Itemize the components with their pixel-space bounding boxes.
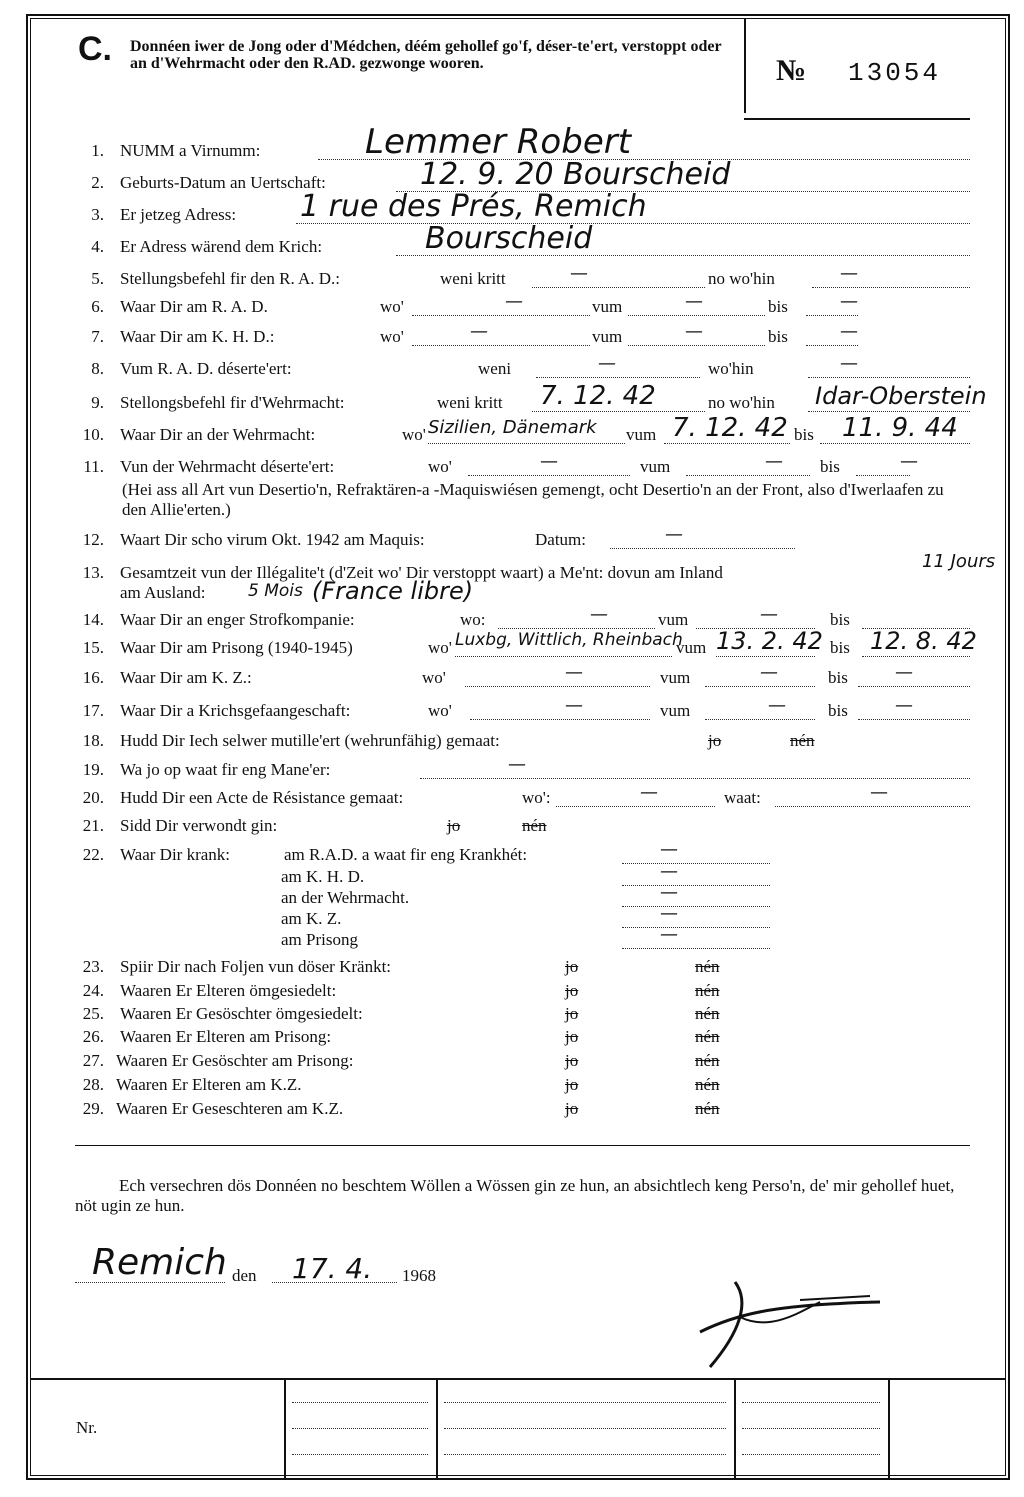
yes-option: jo <box>565 1099 579 1118</box>
row-label: Er jetzeg Adress: <box>120 205 237 224</box>
blank-dash: — <box>540 451 558 472</box>
number-symbol: № <box>776 54 807 87</box>
fill-line <box>705 719 815 720</box>
row-number: 2. <box>91 173 104 192</box>
fill-line <box>705 686 815 687</box>
office-dots <box>444 1428 726 1429</box>
blank-dash: — <box>760 604 778 625</box>
blank-dash: — <box>895 695 913 716</box>
office-dots <box>292 1454 428 1455</box>
field-label: wo'hin <box>708 359 754 378</box>
fill-line <box>455 656 672 657</box>
fill-line <box>686 475 810 476</box>
office-dots <box>292 1428 428 1429</box>
blank-dash: — <box>470 321 488 342</box>
handwritten-value: 1 rue des Prés, Remich <box>300 188 647 224</box>
row-number: 1. <box>91 141 104 160</box>
row-label: Waaren Er Elteren am K.Z. <box>116 1075 302 1094</box>
yes-option: jo <box>565 1027 579 1046</box>
blank-dash: — <box>660 903 678 924</box>
yes-option: jo <box>565 957 579 976</box>
fill-line <box>628 345 765 346</box>
fill-line <box>428 443 625 444</box>
fill-line <box>862 656 970 657</box>
row-label: Hudd Dir Iech selwer mutille'ert (wehrunfähig) gemaat: <box>120 731 500 750</box>
fill-line <box>622 885 770 886</box>
handwritten-value: 13. 2. 42 <box>716 627 823 656</box>
fill-line <box>556 806 715 807</box>
field-label: wo: <box>460 610 486 629</box>
signature-place: Remich <box>92 1242 227 1283</box>
row-label: Stellungsbefehl fir den R. A. D.: <box>120 269 341 288</box>
blank-dash: — <box>895 662 913 683</box>
fill-line <box>858 686 970 687</box>
row-number: 13. <box>82 563 104 582</box>
handwritten-value: Sizilien, Dänemark <box>428 416 597 438</box>
fill-line <box>622 948 770 949</box>
fill-line <box>858 719 970 720</box>
blank-dash: — <box>685 291 703 312</box>
yes-option: jo <box>565 981 579 1000</box>
no-option: nén <box>695 1051 720 1070</box>
fill-line <box>465 686 650 687</box>
handwritten-value: 7. 12. 42 <box>540 381 656 412</box>
yes-option: jo <box>565 1004 579 1023</box>
row-label: Waar Dir krank: <box>120 845 231 864</box>
handwritten-value: 11. 9. 44 <box>842 413 958 444</box>
row-number: 25. <box>82 1004 104 1023</box>
field-label: wo' <box>402 425 426 444</box>
row-label: Waar Dir am K. H. D.: <box>120 327 275 346</box>
row-sub-label: am K. H. D. <box>281 867 365 886</box>
office-cell-divider <box>888 1380 890 1478</box>
office-dots <box>444 1454 726 1455</box>
field-label: bis <box>768 327 788 346</box>
fill-line <box>468 475 630 476</box>
handwritten-value: Idar-Oberstein <box>815 382 987 411</box>
handwritten-value: 7. 12. 42 <box>672 413 788 444</box>
office-dots <box>742 1454 880 1455</box>
row-label: Waar Dir an enger Strofkompanie: <box>120 610 355 629</box>
row-label: Geburts-Datum an Uertschaft: <box>120 173 326 192</box>
year-label: 1968 <box>402 1266 436 1285</box>
row-label: Waar Dir an der Wehrmacht: <box>120 425 316 444</box>
handwritten-value: Bourscheid <box>425 220 593 256</box>
handwritten-value: Luxbg, Wittlich, Rheinbach <box>455 630 683 651</box>
yes-option: jo <box>565 1075 579 1094</box>
form-number: 13054 <box>848 58 942 88</box>
field-label: vum <box>640 457 671 476</box>
row-label: Wa jo op waat fir eng Mane'er: <box>120 760 331 779</box>
yes-option: jo <box>447 816 461 835</box>
blank-dash: — <box>660 839 678 860</box>
no-option: nén <box>695 981 720 1000</box>
handwritten-value: 12. 9. 20 Bourscheid <box>420 156 731 192</box>
row-number: 3. <box>91 205 104 224</box>
row-number: 18. <box>82 731 104 750</box>
row-label: Vum R. A. D. déserte'ert: <box>120 359 292 378</box>
blank-dash: — <box>660 924 678 945</box>
blank-dash: — <box>565 695 583 716</box>
separator-line <box>75 1145 970 1146</box>
field-label: vum <box>676 638 707 657</box>
row-number: 7. <box>91 327 104 346</box>
field-label: bis <box>830 610 850 629</box>
field-label: vum <box>592 327 623 346</box>
fill-line <box>806 345 858 346</box>
nr-label: Nr. <box>76 1418 98 1437</box>
row-number: 12. <box>82 530 104 549</box>
row-number: 10. <box>82 425 104 444</box>
row-label: Vun der Wehrmacht déserte'ert: <box>120 457 335 476</box>
signature <box>680 1272 890 1372</box>
field-label: wo': <box>522 788 551 807</box>
blank-dash: — <box>765 451 783 472</box>
fill-line <box>808 411 970 412</box>
blank-dash: — <box>598 353 616 374</box>
field-label: bis <box>828 701 848 720</box>
blank-dash: — <box>900 451 918 472</box>
no-option: nén <box>695 957 720 976</box>
field-label: bis <box>768 297 788 316</box>
fill-line <box>806 315 858 316</box>
row-label: Gesamtzeit vun der Illégalite't (d'Zeit wo' Dir verstoppt waart) a Me'nt: dovun am Inland <box>120 563 723 582</box>
row-label: Waaren Er Elteren am Prisong: <box>120 1027 332 1046</box>
blank-dash: — <box>505 291 523 312</box>
row-sub-label: an der Wehrmacht. <box>281 888 410 907</box>
field-label: Datum: <box>535 530 586 549</box>
field-label: vum <box>660 668 691 687</box>
blank-dash: — <box>840 353 858 374</box>
row-label: Waar Dir a Krichsgefaangeschaft: <box>120 701 351 720</box>
fill-line <box>628 315 765 316</box>
fill-line <box>812 287 970 288</box>
office-dots <box>742 1428 880 1429</box>
handwritten-value: 5 Mois <box>248 581 303 601</box>
row-number: 8. <box>91 359 104 378</box>
blank-dash: — <box>660 882 678 903</box>
office-dots <box>742 1402 880 1403</box>
row-number: 6. <box>91 297 104 316</box>
field-label: weni kritt <box>437 393 503 412</box>
row-label: Waaren Er Gesöschter ömgesiedelt: <box>120 1004 363 1023</box>
row-label: Hudd Dir een Acte de Résistance gemaat: <box>120 788 404 807</box>
row-label: Waart Dir scho virum Okt. 1942 am Maquis: <box>120 530 425 549</box>
row-label: Er Adress wärend dem Krich: <box>120 237 323 256</box>
row-number: 16. <box>82 668 104 687</box>
field-label: no wo'hin <box>708 269 775 288</box>
row-number: 5. <box>91 269 104 288</box>
field-label: weni <box>478 359 512 378</box>
blank-dash: — <box>508 754 526 775</box>
signature-date: 17. 4. <box>292 1252 373 1285</box>
row-number: 26. <box>82 1027 104 1046</box>
no-option: nén <box>695 1075 720 1094</box>
row-number: 9. <box>91 393 104 412</box>
fill-line <box>536 377 700 378</box>
office-cell-divider <box>734 1380 736 1478</box>
blank-dash: — <box>665 524 683 545</box>
fill-line <box>610 548 795 549</box>
fill-line <box>412 345 590 346</box>
den-label: den <box>232 1266 257 1285</box>
office-dots <box>444 1402 726 1403</box>
field-label: weni kritt <box>440 269 506 288</box>
blank-dash: — <box>760 662 778 683</box>
field-label: waat: <box>724 788 761 807</box>
blank-dash: — <box>685 321 703 342</box>
row-label: Stellongsbefehl fir d'Wehrmacht: <box>120 393 345 412</box>
row-number: 11. <box>83 457 104 476</box>
no-option: nén <box>522 816 547 835</box>
office-cell-divider <box>436 1380 438 1478</box>
row-number: 22. <box>82 845 104 864</box>
row-label: NUMM a Virnumm: <box>120 141 261 160</box>
blank-dash: — <box>640 782 658 803</box>
field-label: wo' <box>428 457 452 476</box>
fill-line <box>775 806 970 807</box>
field-label: vum <box>592 297 623 316</box>
fill-line <box>470 719 650 720</box>
row-number: 17. <box>82 701 104 720</box>
field-label: bis <box>828 668 848 687</box>
fill-line <box>856 475 910 476</box>
row-number: 24. <box>82 981 104 1000</box>
blank-dash: — <box>840 291 858 312</box>
form-title: Donnéen iwer de Jong oder d'Médchen, déém gehollef go'f, déser-te'ert, verstoppt oder an d'Wehrmacht oder den R.AD. gezwonge wooren. <box>130 38 722 72</box>
fill-line <box>420 778 970 779</box>
row-number: 15. <box>82 638 104 657</box>
header-divider <box>744 18 746 113</box>
fill-line <box>622 906 770 907</box>
row-number: 23. <box>82 957 104 976</box>
row-number: 20. <box>82 788 104 807</box>
handwritten-value: Lemmer Robert <box>365 122 632 163</box>
row-number: 14. <box>82 610 104 629</box>
row-label: Waar Dir am R. A. D. <box>120 297 268 316</box>
row-number: 4. <box>91 237 104 256</box>
blank-dash: — <box>660 861 678 882</box>
row-label: Waaren Er Elteren ömgesiedelt: <box>120 981 337 1000</box>
no-option: nén <box>695 1027 720 1046</box>
fill-line <box>622 863 770 864</box>
field-label: wo' <box>422 668 446 687</box>
field-label: wo' <box>380 297 404 316</box>
field-label: bis <box>794 425 814 444</box>
fill-line <box>716 656 815 657</box>
handwritten-value: 12. 8. 42 <box>870 627 977 656</box>
header-rule <box>744 118 970 120</box>
fill-line <box>498 628 655 629</box>
field-label: no wo'hin <box>708 393 775 412</box>
row-label: Sidd Dir verwondt gin: <box>120 816 278 835</box>
field-label: am Ausland: <box>120 583 206 602</box>
field-label: vum <box>658 610 689 629</box>
blank-dash: — <box>840 321 858 342</box>
row-number: 19. <box>82 760 104 779</box>
row-label: Waar Dir am Prisong (1940-1945) <box>120 638 353 657</box>
office-cell-divider <box>284 1380 286 1478</box>
fill-line <box>808 377 970 378</box>
field-label: vum <box>626 425 657 444</box>
office-box <box>30 1378 1006 1478</box>
field-label: wo' <box>428 701 452 720</box>
field-label: vum <box>660 701 691 720</box>
section-letter: C. <box>78 30 112 68</box>
row-label: Waar Dir am K. Z.: <box>120 668 252 687</box>
yes-option: jo <box>565 1051 579 1070</box>
row-sub-label: am R.A.D. a waat fir eng Krankhét: <box>284 845 528 864</box>
handwritten-value: 11 Jours <box>922 551 996 572</box>
row-label: Waaren Er Gesöschter am Prisong: <box>116 1051 354 1070</box>
declaration-text: Ech versechren dös Donnéen no beschtem Wöllen a Wössen gin ze hun, an absichtlech keng Perso'n, de' mir gehollef huet, nöt ugin ze hun. <box>75 1176 955 1215</box>
blank-dash: — <box>768 695 786 716</box>
no-option: nén <box>790 731 815 750</box>
blank-dash: — <box>870 782 888 803</box>
row-number: 28. <box>82 1075 104 1094</box>
office-dots <box>292 1402 428 1403</box>
field-label: bis <box>830 638 850 657</box>
row-sub-label: am Prisong <box>281 930 358 949</box>
fill-line <box>412 315 590 316</box>
fill-line <box>532 287 705 288</box>
handwritten-value: (France libre) <box>312 577 474 605</box>
yes-option: jo <box>708 731 722 750</box>
row-label: Spiir Dir nach Foljen vun döser Kränkt: <box>120 957 392 976</box>
row-11-note: (Hei ass all Art vun Desertio'n, Refraktären-a -Maquiswiésen gemengt, ocht Desertio'n an der Front, also d'Iwerlaafen zu den Allie'erten.) <box>122 480 944 519</box>
blank-dash: — <box>840 263 858 284</box>
blank-dash: — <box>590 604 608 625</box>
blank-dash: — <box>565 662 583 683</box>
row-sub-label: am K. Z. <box>281 909 342 928</box>
field-label: wo' <box>428 638 452 657</box>
no-option: nén <box>695 1099 720 1118</box>
field-label: bis <box>820 457 840 476</box>
fill-line <box>622 927 770 928</box>
row-label: Waaren Er Geseschteren am K.Z. <box>116 1099 344 1118</box>
field-label: wo' <box>380 327 404 346</box>
row-number: 21. <box>82 816 104 835</box>
row-number: 27. <box>82 1051 104 1070</box>
row-number: 29. <box>82 1099 104 1118</box>
no-option: nén <box>695 1004 720 1023</box>
blank-dash: — <box>570 263 588 284</box>
